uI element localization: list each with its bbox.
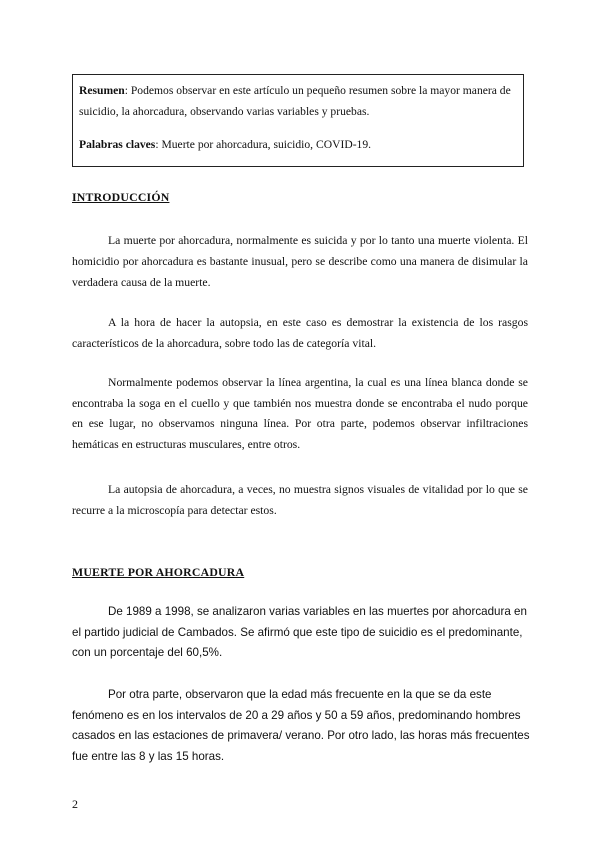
keywords-paragraph: [79, 134, 517, 155]
keywords-text: : Muerte por ahorcadura, suicidio, COVID-19.: [155, 138, 372, 151]
section2-paragraph-2: Por otra parte, observaron que la edad más frecuente en la que se da este fenómeno es en los intervalos de 20 a 29 años y 50 a 59 años, predominando hombres casados en las estaciones de primavera/ verano. Por otro lado, las horas más frecuentes fue entre las 8 y las 15 horas.: [72, 688, 530, 764]
intro-paragraph-1: La muerte por ahorcadura, normalmente es suicida y por lo tanto una muerte violenta. El homicidio por ahorcadura es bastante inusual, pero se describe como una manera de disimular la verdadera causa de la muerte.: [72, 234, 528, 289]
intro-paragraph-4: La autopsia de ahorcadura, a veces, no muestra signos visuales de vitalidad por lo que se recurre a la microscopía para detectar estos.: [72, 483, 528, 517]
abstract-box: [72, 74, 524, 167]
intro-paragraph-3: Normalmente podemos observar la línea argentina, la cual es una línea blanca donde se encontraba la soga en el cuello y que también nos muestra donde se encontraba el nudo porque en ese lugar, no observamos ninguna línea. Por otra parte, podemos observar infiltraciones hemáticas en estructuras musculares, entre otros.: [72, 376, 528, 451]
summary-text: : Podemos observar en este artículo un pequeño resumen sobre la mayor manera de suicidio, la ahorcadura, observando varias variables y pruebas.: [79, 84, 511, 118]
intro-paragraph-2: A la hora de hacer la autopsia, en este caso es demostrar la existencia de los rasgos característicos de la ahorcadura, sobre todo las de categoría vital.: [72, 316, 528, 350]
introduction-heading: INTRODUCCIÓN: [72, 190, 170, 204]
section2-heading: MUERTE POR AHORCADURA: [72, 565, 245, 579]
summary-paragraph: [79, 80, 517, 122]
page-number: 2: [72, 797, 78, 811]
summary-label: Resumen: [79, 84, 125, 97]
section2-paragraph-1: De 1989 a 1998, se analizaron varias variables en las muertes por ahorcadura en el partido judicial de Cambados. Se afirmó que este tipo de suicidio es el predominante, con un porcentaje del 60,5%.: [72, 605, 527, 660]
keywords-label: Palabras claves: [79, 138, 156, 151]
